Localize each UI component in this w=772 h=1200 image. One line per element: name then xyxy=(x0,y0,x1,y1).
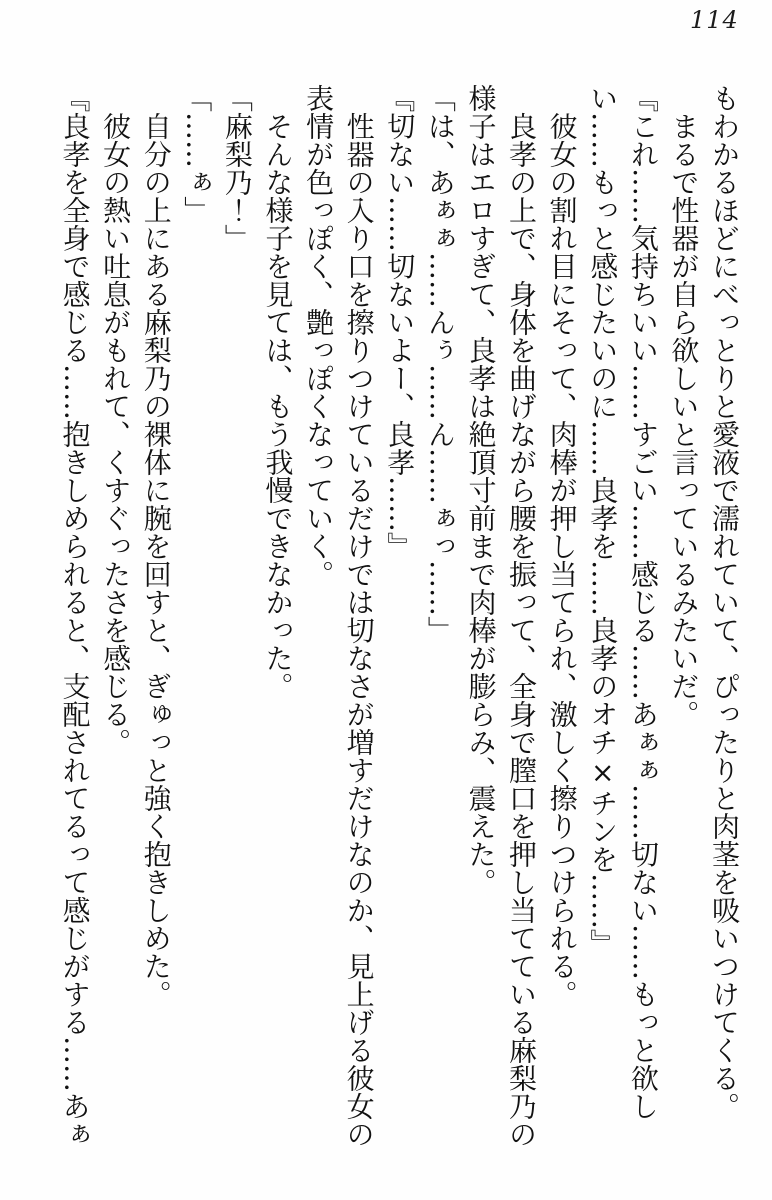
paragraph-line: 『良孝を全身で感じる……抱きしめられると、支配されてるって感じがする……あぁ xyxy=(58,84,92,1148)
paragraph-line: 自分の上にある麻梨乃の裸体に腕を回すと、ぎゅっと強く抱きしめた。 xyxy=(139,112,173,1008)
paragraph-line: 「麻梨乃！」 xyxy=(220,84,254,252)
paragraph-line: 「……ぁ」 xyxy=(180,84,214,224)
paragraph-line: 彼女の熱い吐息がもれて、くすぐったさを感じる。 xyxy=(99,112,133,756)
paragraph-line: 彼女の割れ目にそって、肉棒が押し当てられ、激しく擦りつけられる。 xyxy=(545,112,579,1008)
paragraph-line: そんな様子を見ては、もう我慢できなかった。 xyxy=(261,112,295,700)
paragraph-line: まるで性器が自ら欲しいと言っているみたいだ。 xyxy=(667,112,701,728)
paragraph-line: 性器の入り口を擦りつけているだけでは切なさが増すだけなのか、見上げる彼女の表情が色っぽく、艶っぽくなっていく。 xyxy=(302,84,376,1148)
page-number: 114 xyxy=(690,6,739,34)
paragraph-line: 『これ……気持ちいい……すごい……感じる……あぁぁ……切ない……もっと欲しい……もっと感じたいのに……良孝を……良孝のオチ×チンを……』 xyxy=(586,84,660,1120)
paragraph-line: 良孝の上で、身体を曲げながら腰を振って、全身で膣口を押し当てている麻梨乃の様子はエロすぎて、良孝は絶頂寸前まで肉棒が膨らみ、震えた。 xyxy=(464,84,539,1148)
paragraph-line: もわかるほどにべっとりと愛液で濡れていて、ぴったりと肉茎を吸いつけてくる。 xyxy=(708,84,741,1120)
paragraph-line: 「は、あぁぁ……んぅ……ん……ぁっ……」 xyxy=(423,84,457,644)
paragraph-line: 『切ない……切ないよー、良孝……』 xyxy=(383,84,417,560)
body-text xyxy=(54,84,744,1152)
